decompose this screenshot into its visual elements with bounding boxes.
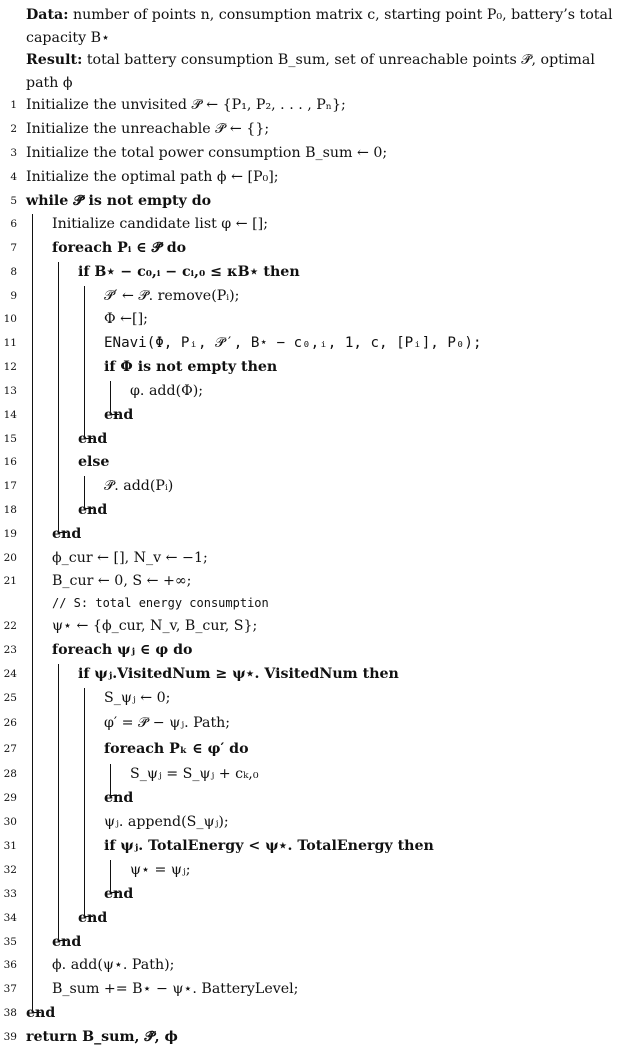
data-label: Data: xyxy=(26,7,69,23)
line-text: foreach Pᵢ ∈ 𝒫̃ do xyxy=(52,240,187,256)
block-end-hook xyxy=(110,892,119,893)
block-end-hook xyxy=(84,438,93,439)
algorithm-line xyxy=(0,93,631,117)
algorithm-line xyxy=(0,236,631,260)
algorithm-line xyxy=(0,450,631,474)
line-text: ϕ_cur ← [], N_v ← −1; xyxy=(52,550,208,566)
line-text: foreach Pₖ ∈ φ′ do xyxy=(104,741,249,757)
block-end-hook xyxy=(84,916,93,917)
line-number: 10 xyxy=(3,313,17,325)
algorithm-line xyxy=(0,810,631,834)
line-text: end xyxy=(104,407,134,423)
line-text: φ′ = 𝒫̃ − ψⱼ. Path; xyxy=(104,715,231,731)
line-number: 3 xyxy=(10,147,17,159)
algorithm-line xyxy=(0,569,631,593)
line-text: end xyxy=(26,1005,56,1021)
line-text: while 𝒫̃ is not empty do xyxy=(26,193,212,209)
line-number: 27 xyxy=(3,743,17,755)
line-text: end xyxy=(104,790,134,806)
block-indent-rule xyxy=(58,664,59,940)
algorithm-line xyxy=(0,379,631,403)
line-text: Initialize candidate list φ ← []; xyxy=(52,216,268,232)
line-text: if Φ is not empty then xyxy=(104,359,278,375)
algorithm-line xyxy=(0,260,631,284)
line-text: if ψⱼ. TotalEnergy < ψ⋆. TotalEnergy then xyxy=(104,838,434,854)
line-text: end xyxy=(104,886,134,902)
line-text: // S: total energy consumption xyxy=(52,596,269,610)
data-text: number of points n, consumption matrix c, starting point P₀, battery’s total capacity B⋆ xyxy=(26,7,613,46)
line-text: if ψⱼ.VisitedNum ≥ ψ⋆. VisitedNum then xyxy=(78,666,399,682)
line-text: φ. add(Φ); xyxy=(130,383,204,399)
line-text: ψ⋆ ← {ϕ_cur, N_v, B_cur, S}; xyxy=(52,618,258,634)
line-number: 8 xyxy=(10,266,17,278)
line-text: 𝒫̃′ ← 𝒫̃. remove(Pᵢ); xyxy=(104,288,240,304)
line-number: 34 xyxy=(3,912,17,924)
algorithm-line xyxy=(0,331,631,355)
line-text: end xyxy=(78,431,108,447)
result-text: total battery consumption B_sum, set of unreachable points 𝒫̊, optimal path ϕ xyxy=(26,52,595,91)
line-text: ψⱼ. append(S_ψⱼ); xyxy=(104,814,229,830)
algorithm-line xyxy=(0,591,631,615)
algorithm-line xyxy=(0,522,631,546)
line-number: 15 xyxy=(3,433,17,445)
line-number: 16 xyxy=(3,456,17,468)
algorithm-line xyxy=(0,141,631,165)
algorithm-line xyxy=(0,614,631,638)
algorithm-line xyxy=(0,117,631,141)
block-indent-rule xyxy=(84,286,85,438)
line-number: 9 xyxy=(10,290,17,302)
algorithm-line xyxy=(0,307,631,331)
line-number: 31 xyxy=(3,840,17,852)
line-number: 18 xyxy=(3,504,17,516)
line-text: Initialize the unreachable 𝒫̊ ← {}; xyxy=(26,121,270,137)
line-number: 20 xyxy=(3,552,17,564)
algorithm-line xyxy=(0,834,631,858)
line-text: Initialize the optimal path ϕ ← [P₀]; xyxy=(26,169,279,185)
algorithm-line xyxy=(0,930,631,954)
algorithm-line xyxy=(0,662,631,686)
line-text: B_sum += B⋆ − ψ⋆. BatteryLevel; xyxy=(52,981,299,997)
line-number: 11 xyxy=(3,337,17,349)
line-number: 1 xyxy=(10,99,17,111)
algorithm-line xyxy=(0,977,631,1001)
line-number: 23 xyxy=(3,644,17,656)
line-number: 32 xyxy=(3,864,17,876)
block-indent-rule xyxy=(110,764,111,795)
algorithm-line xyxy=(0,165,631,189)
block-indent-rule xyxy=(84,476,85,508)
line-number: 36 xyxy=(3,959,17,971)
line-text: B_cur ← 0, S ← +∞; xyxy=(52,573,192,589)
line-number: 35 xyxy=(3,936,17,948)
line-text: Φ ←[]; xyxy=(104,311,148,327)
line-text: end xyxy=(78,502,108,518)
line-text: 𝒫̊. add(Pᵢ) xyxy=(104,478,174,494)
line-text: return B_sum, 𝒫̊, ϕ xyxy=(26,1029,178,1045)
block-end-hook xyxy=(84,508,93,509)
line-number: 22 xyxy=(3,620,17,632)
line-number: 21 xyxy=(3,575,17,587)
algorithm-line xyxy=(0,762,631,786)
block-end-hook xyxy=(58,940,67,941)
algorithm-line xyxy=(0,1025,631,1049)
line-number: 14 xyxy=(3,409,17,421)
line-number: 30 xyxy=(3,816,17,828)
result-label: Result: xyxy=(26,52,83,68)
algorithm-line xyxy=(0,546,631,570)
block-indent-rule xyxy=(58,262,59,532)
line-text: S_ψⱼ ← 0; xyxy=(104,690,171,706)
line-text: Initialize the total power consumption B_sum ← 0; xyxy=(26,145,388,161)
line-text: end xyxy=(52,934,82,950)
line-number: 37 xyxy=(3,983,17,995)
algorithm-line xyxy=(0,1001,631,1025)
algorithm-line xyxy=(0,284,631,308)
block-indent-rule xyxy=(32,214,33,1012)
line-number: 39 xyxy=(3,1031,17,1043)
line-text: if B⋆ − c₀,ᵢ − cᵢ,₀ ≤ κB⋆ then xyxy=(78,264,300,280)
algorithm-line xyxy=(0,711,631,735)
block-end-hook xyxy=(110,795,119,796)
line-number: 29 xyxy=(3,792,17,804)
algorithm-line xyxy=(0,427,631,451)
line-number: 6 xyxy=(10,218,17,230)
block-indent-rule xyxy=(110,860,111,892)
line-text: S_ψⱼ = S_ψⱼ + cₖ,₀ xyxy=(130,766,259,782)
line-number: 13 xyxy=(3,385,17,397)
line-number: 28 xyxy=(3,768,17,780)
line-number: 5 xyxy=(10,195,17,207)
algorithm-line xyxy=(0,953,631,977)
algorithm-line xyxy=(0,906,631,930)
line-text: ENavi(Φ, Pᵢ, 𝒫̃′, B⋆ − c₀,ᵢ, 1, c, [Pᵢ], P₀); xyxy=(104,335,482,351)
algorithm-line xyxy=(0,355,631,379)
algorithm-result-header xyxy=(26,49,626,95)
line-number: 38 xyxy=(3,1007,17,1019)
line-number: 24 xyxy=(3,668,17,680)
block-end-hook xyxy=(58,532,67,533)
line-number: 17 xyxy=(3,480,17,492)
algorithm-line xyxy=(0,189,631,213)
line-number: 26 xyxy=(3,717,17,729)
line-text: ψ⋆ = ψⱼ; xyxy=(130,862,191,878)
block-indent-rule xyxy=(110,381,111,414)
block-indent-rule xyxy=(84,688,85,916)
algorithm-line xyxy=(0,786,631,810)
line-number: 2 xyxy=(10,123,17,135)
line-text: ϕ. add(ψ⋆. Path); xyxy=(52,957,175,973)
block-end-hook xyxy=(32,1012,41,1013)
line-text: Initialize the unvisited 𝒫̃ ← {P₁, P₂, . . . , Pₙ}; xyxy=(26,97,346,113)
line-number: 19 xyxy=(3,528,17,540)
algorithm-line xyxy=(0,638,631,662)
algorithm-line xyxy=(0,686,631,710)
block-end-hook xyxy=(110,414,119,415)
line-number: 12 xyxy=(3,361,17,373)
line-number: 4 xyxy=(10,171,17,183)
line-text: else xyxy=(78,454,110,470)
line-text: end xyxy=(52,526,82,542)
line-text: foreach ψⱼ ∈ φ do xyxy=(52,642,193,658)
line-number: 33 xyxy=(3,888,17,900)
line-number: 25 xyxy=(3,692,17,704)
algorithm-line xyxy=(0,737,631,761)
algorithm-line xyxy=(0,882,631,906)
line-text: end xyxy=(78,910,108,926)
algorithm-line xyxy=(0,498,631,522)
algorithm-data-header xyxy=(26,4,626,50)
algorithm-line xyxy=(0,403,631,427)
algorithm-line xyxy=(0,474,631,498)
algorithm-line xyxy=(0,858,631,882)
line-number: 7 xyxy=(10,242,17,254)
algorithm-line xyxy=(0,212,631,236)
